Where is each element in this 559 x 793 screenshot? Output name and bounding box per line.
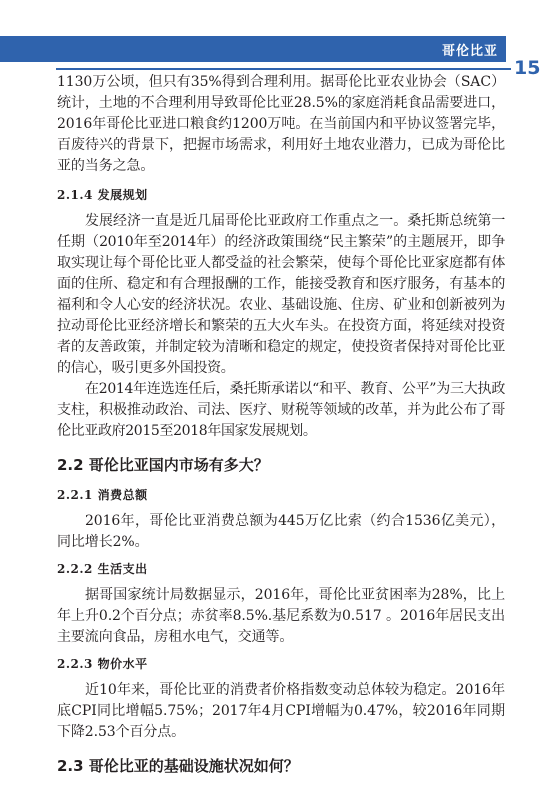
header-band — [0, 36, 506, 62]
page-number: 15 — [514, 57, 541, 79]
running-header-title: 哥伦比亚 — [441, 44, 498, 59]
subsection-heading-2-2-2: 2.2.2 生活支出 — [57, 562, 148, 576]
living-expenses-paragraph: 据哥国家统计局数据显示，2016年，哥伦比亚贫困率为28%，比上年上升0.2个百分点；赤贫率8.5%.基尼系数为0.517 。2016年居民支出主要流向食品，房租水电气，交通等。 — [57, 587, 505, 645]
price-level-paragraph: 近10年来，哥伦比亚的消费者价格指数变动总体较为稳定。2016年底CPI同比增幅5.75%；2017年4月CPI增幅为0.47%，较2016年同期下降2.53个百分点。 — [57, 682, 505, 740]
consumption-total-paragraph: 2016年，哥伦比亚消费总额为445万亿比索（约合1536亿美元），同比增长2%。 — [57, 513, 505, 550]
subsection-heading-2-2-3: 2.2.3 物价水平 — [57, 657, 148, 671]
subsection-heading-2-2-1: 2.2.1 消费总额 — [57, 488, 148, 502]
development-plan-paragraph-2: 在2014年连选连任后，桑托斯承诺以“和平、教育、公平”为三大执政支柱，积极推动政治、司法、医疗、财税等领域的改革，并为此公布了哥伦比亚政府2015至2018年国家发展规划。 — [57, 381, 505, 439]
development-plan-paragraph: 发展经济一直是近几届哥伦比亚政府工作重点之一。桑托斯总统第一任期（2010年至2014年）的经济政策围绕“民主繁荣”的主题展开，即争取实现让每个哥伦比亚人都受益的社会繁荣，使每个哥伦比亚家庭都有体面的住所、稳定和有合理报酬的工作，能接受教育和医疗服务，有基本的福利和令人心安的经济状况。农业、基础设施、住房、矿业和创新被列为拉动哥伦比亚经济增长和繁荣的五大火车头。在投资方面，将延续对投资者的友善政策，并制定较为清晰和稳定的规定，使投资者保持对哥伦比亚的信心，吸引更多外国投资。 — [57, 213, 505, 376]
subsection-heading-2-1-4: 2.1.4 发展规划 — [57, 188, 148, 202]
header-rule — [56, 68, 511, 70]
section-heading-2-3: 2.3 哥伦比亚的基础设施状况如何？ — [57, 757, 299, 775]
page-body — [57, 72, 505, 777]
intro-paragraph: 1130万公顷，但只有35%得到合理利用。据哥伦比亚农业协会（SAC）统计，土地的不合理利用导致哥伦比亚28.5%的家庭消耗食品需要进口，2016年哥伦比亚进口粮食约1200万吨。在当前国内和平协议签署完毕，百废待兴的背景下，把握市场需求，利用好土地农业潜力，已成为哥伦比亚的当务之急。 — [57, 74, 505, 174]
section-heading-2-2: 2.2 哥伦比亚国内市场有多大？ — [57, 456, 269, 474]
